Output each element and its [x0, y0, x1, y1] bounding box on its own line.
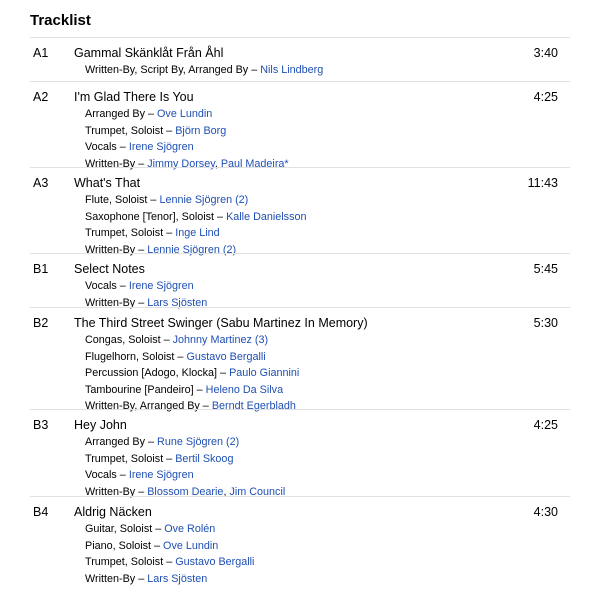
- credit-dash: –: [135, 485, 148, 498]
- track-position: A2: [33, 90, 49, 104]
- track-row: [30, 37, 570, 87]
- credit-dash: –: [160, 334, 173, 346]
- credit-dash: –: [163, 556, 176, 569]
- credit-dash: –: [193, 383, 206, 396]
- artist-link[interactable]: Inge Lind: [175, 227, 220, 240]
- artist-link[interactable]: Irene Sjögren: [128, 280, 194, 292]
- track-position: B2: [33, 316, 49, 330]
- credit-dash: –: [135, 157, 148, 170]
- artist-link[interactable]: Bertil Skoog: [175, 452, 234, 465]
- credit-line: [85, 280, 194, 292]
- credit-role: Trumpet, Soloist: [85, 556, 164, 569]
- track-title: I'm Glad There Is You: [74, 90, 194, 104]
- credit-dash: –: [199, 400, 212, 413]
- credit-dash: –: [152, 523, 165, 535]
- credit-dash: –: [163, 124, 176, 137]
- credit-line: [85, 453, 233, 465]
- artist-link[interactable]: Jimmy Dorsey: [147, 157, 215, 170]
- credit-role: Trumpet, Soloist: [85, 124, 164, 137]
- track-title: The Third Street Swinger (Sabu Martinez In Memory): [74, 316, 368, 330]
- credit-line: [85, 351, 266, 363]
- artist-link[interactable]: Ove Lundin: [163, 539, 219, 552]
- credit-role: Tambourine [Pandeiro]: [85, 383, 194, 396]
- credit-line: [85, 108, 212, 120]
- credit-role: Vocals: [85, 141, 117, 154]
- artist-link[interactable]: Lars Sjösten: [147, 296, 208, 309]
- credit-line: [85, 211, 307, 223]
- credit-dash: –: [151, 539, 164, 552]
- artist-link[interactable]: Lars Sjösten: [147, 572, 208, 585]
- artist-link[interactable]: Lennie Sjögren (2): [147, 243, 237, 256]
- credit-line: [85, 227, 220, 239]
- track-title: What's That: [74, 176, 141, 190]
- credit-dash: –: [116, 141, 129, 154]
- credit-line: [85, 194, 248, 206]
- artist-link[interactable]: Kalle Danielsson: [226, 210, 307, 223]
- credit-role: Written-By: [85, 296, 136, 309]
- track-title: Aldrig Näcken: [74, 505, 152, 519]
- credit-role: Written-By: [85, 157, 136, 170]
- credit-role: Written-By: [85, 485, 136, 498]
- credit-role: Guitar, Soloist: [85, 523, 153, 535]
- credit-line: [85, 64, 323, 76]
- credit-line: [85, 540, 218, 552]
- credit-dash: –: [135, 243, 148, 256]
- credit-dash: –: [217, 367, 230, 380]
- artist-link[interactable]: Lennie Sjögren (2): [159, 194, 249, 206]
- credit-role: Saxophone [Tenor], Soloist: [85, 210, 215, 223]
- credit-dash: –: [163, 452, 176, 465]
- artist-link[interactable]: Blossom Dearie: [147, 485, 224, 498]
- artist-link[interactable]: Berndt Egerbladh: [211, 400, 296, 413]
- track-title: Select Notes: [74, 262, 145, 276]
- credit-line: [85, 556, 254, 568]
- track-duration: 4:25: [533, 90, 558, 104]
- track-row: [30, 167, 570, 266]
- credit-line: [85, 141, 194, 153]
- track-duration: 4:25: [533, 418, 558, 432]
- artist-link[interactable]: Ove Lundin: [157, 108, 213, 120]
- credit-line: [85, 367, 299, 379]
- tracklist-heading: Tracklist: [30, 12, 91, 29]
- credit-role: Flute, Soloist: [85, 194, 148, 206]
- artist-link[interactable]: Gustavo Bergalli: [175, 556, 255, 569]
- track-duration: 5:30: [533, 316, 558, 330]
- track-row: [30, 307, 570, 423]
- track-position: B3: [33, 418, 49, 432]
- track-title: Gammal Skänklåt Från Åhl: [74, 46, 224, 60]
- track-duration: 5:45: [533, 262, 558, 276]
- artist-link[interactable]: Ove Rolén: [164, 523, 216, 535]
- credit-dash: –: [135, 572, 148, 585]
- track-position: B1: [33, 262, 49, 276]
- credit-dash: –: [214, 210, 227, 223]
- credit-line: [85, 523, 215, 535]
- track-duration: 11:43: [527, 176, 558, 190]
- artist-link[interactable]: Irene Sjögren: [128, 141, 194, 154]
- credit-line: [85, 125, 226, 137]
- artist-link[interactable]: Paul Madeira*: [220, 157, 289, 170]
- credit-dash: –: [174, 350, 187, 363]
- artist-link[interactable]: Johnny Martinez (3): [172, 334, 269, 346]
- track-position: A1: [33, 46, 49, 60]
- track-row: [30, 81, 570, 180]
- credit-role: Arranged By: [85, 436, 146, 448]
- credit-dash: –: [248, 64, 261, 76]
- track-position: A3: [33, 176, 49, 190]
- credit-role: Written-By: [85, 572, 136, 585]
- credit-role: Written-By, Script By, Arranged By: [85, 64, 249, 76]
- credit-dash: –: [163, 227, 176, 240]
- track-position: B4: [33, 505, 49, 519]
- credit-dash: –: [145, 108, 158, 120]
- credit-role: Trumpet, Soloist: [85, 452, 164, 465]
- artist-link[interactable]: Paulo Giannini: [229, 367, 300, 380]
- credit-line: [85, 573, 207, 585]
- credit-role: Congas, Soloist: [85, 334, 161, 346]
- credit-role: Trumpet, Soloist: [85, 227, 164, 240]
- credit-comma: ,: [223, 485, 230, 498]
- track-title: Hey John: [74, 418, 127, 432]
- credit-line: [85, 469, 194, 481]
- credit-dash: –: [116, 280, 129, 292]
- credit-role: Flugelhorn, Soloist: [85, 350, 175, 363]
- artist-link[interactable]: Irene Sjögren: [128, 469, 194, 482]
- track-duration: 4:30: [533, 505, 558, 519]
- credit-role: Piano, Soloist: [85, 539, 152, 552]
- artist-link[interactable]: Gustavo Bergalli: [186, 350, 266, 363]
- credit-role: Arranged By: [85, 108, 146, 120]
- track-row: [30, 496, 570, 595]
- track-duration: 3:40: [533, 46, 558, 60]
- artist-link[interactable]: Rune Sjögren (2): [157, 436, 240, 448]
- credit-dash: –: [147, 194, 160, 206]
- artist-link[interactable]: Heleno Da Silva: [205, 383, 284, 396]
- credit-role: Vocals: [85, 280, 117, 292]
- credit-line: [85, 384, 283, 396]
- credit-role: Written-By: [85, 243, 136, 256]
- artist-link[interactable]: Jim Council: [229, 485, 286, 498]
- credit-role: Percussion [Adogo, Klocka]: [85, 367, 218, 380]
- credit-line: [85, 334, 268, 346]
- credit-dash: –: [135, 296, 148, 309]
- credit-dash: –: [145, 436, 158, 448]
- credit-role: Written-By, Arranged By: [85, 400, 200, 413]
- artist-link[interactable]: Nils Lindberg: [260, 64, 324, 76]
- credit-dash: –: [116, 469, 129, 482]
- credit-comma: ,: [214, 157, 221, 170]
- track-row: [30, 409, 570, 508]
- credit-role: Vocals: [85, 469, 117, 482]
- artist-link[interactable]: Björn Borg: [175, 124, 227, 137]
- credit-line: [85, 436, 239, 448]
